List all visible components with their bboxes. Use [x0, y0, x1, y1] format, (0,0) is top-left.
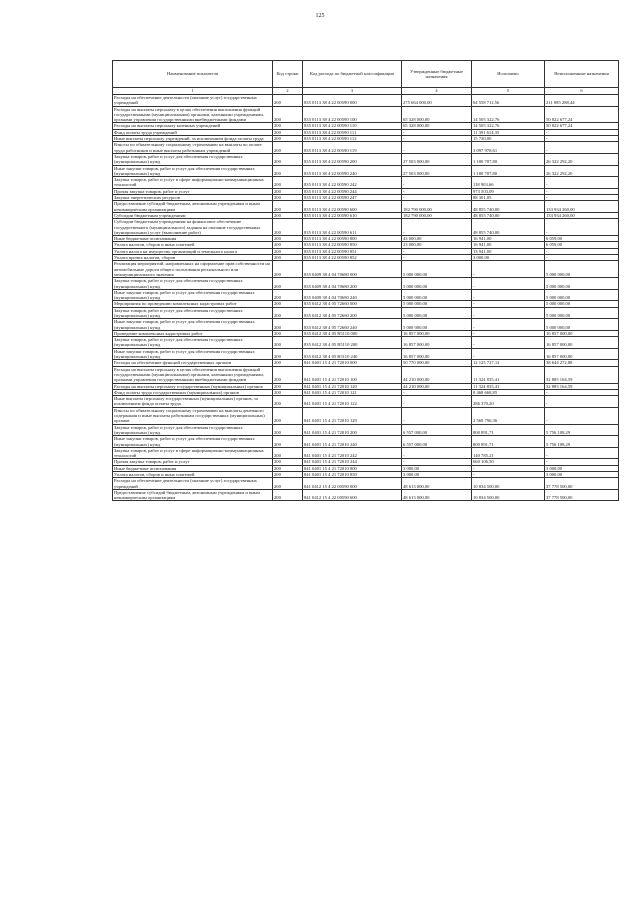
indicator-name-cell: Расходы на обеспечение деятельности (оказание услуг) государственных учреждений: [113, 478, 273, 490]
line-code-cell: 200: [273, 301, 303, 307]
unexecuted-amount-cell: 211 085 288,44: [545, 95, 619, 107]
header-unexecuted: Неисполненные назначения: [545, 61, 619, 88]
expense-code-cell: 841 0401 15 4 21 72010 200: [303, 424, 402, 436]
expense-code-cell: 841 0401 15 4 21 72010 121: [303, 389, 402, 395]
expense-code-cell: 835 0113 38 4 22 00590 800: [303, 236, 402, 242]
line-code-cell: 200: [273, 142, 303, 154]
indicator-name-cell: Предоставление субсидий бюджетным, автономным учреждениям и иным некоммерческим организациям: [113, 201, 273, 213]
indicator-name-cell: Иные закупки товаров, работ и услуг для обеспечения государственных (муниципальных) нужд: [113, 436, 273, 448]
executed-amount-cell: 48 855 740,00: [472, 219, 545, 236]
budget-execution-table: [112, 60, 619, 501]
indicator-name-cell: Расходы на обеспечение деятельности (оказание услуг) государственных учреждений: [113, 95, 273, 107]
expense-code-cell: 841 0401 15 4 21 72010 240: [303, 436, 402, 448]
unexecuted-amount-cell: 26 322 292,20: [545, 165, 619, 177]
expense-code-cell: 835 0412 38 4 05 72660 000: [303, 301, 402, 307]
expense-code-cell: 841 0401 15 4 21 72010 244: [303, 459, 402, 465]
table-row: [113, 348, 619, 360]
indicator-name-cell: Закупка энергетических ресурсов: [113, 195, 273, 201]
line-code-cell: 200: [273, 255, 303, 261]
line-code-cell: 200: [273, 106, 303, 123]
unexecuted-amount-cell: 50 822 677,24: [545, 123, 619, 129]
expense-code-cell: 835 0409 38 4 04 70680 240: [303, 289, 402, 301]
column-number: 5: [472, 88, 545, 95]
line-code-cell: 200: [273, 366, 303, 383]
executed-amount-cell: 12 125 727,12: [472, 360, 545, 366]
executed-amount-cell: 88 301,05: [472, 195, 545, 201]
table-row: [113, 142, 619, 154]
line-code-cell: 200: [273, 396, 303, 408]
executed-amount-cell: 286 370,20: [472, 396, 545, 408]
approved-amount-cell: 16 857 000,00: [402, 337, 472, 349]
expense-code-cell: 835 0412 38 4 05 R5110 200: [303, 337, 402, 349]
line-code-cell: 200: [273, 188, 303, 194]
unexecuted-amount-cell: 38 644 272,88: [545, 360, 619, 366]
unexecuted-amount-cell: -: [545, 407, 619, 424]
executed-amount-cell: 3 097 978,61: [472, 142, 545, 154]
line-code-cell: 200: [273, 330, 303, 336]
header-executed: Исполнено: [472, 61, 545, 88]
line-code-cell: 200: [273, 319, 303, 331]
table-row: [113, 219, 619, 236]
approved-amount-cell: -: [402, 142, 472, 154]
unexecuted-amount-cell: 5 000 000,00: [545, 278, 619, 290]
approved-amount-cell: 65 328 000,00: [402, 106, 472, 123]
approved-amount-cell: -: [402, 255, 472, 261]
approved-amount-cell: 5 000 000,00: [402, 261, 472, 278]
line-code-cell: 200: [273, 236, 303, 242]
approved-amount-cell: 5 000 000,00: [402, 278, 472, 290]
unexecuted-amount-cell: 32 885 164,59: [545, 383, 619, 389]
executed-amount-cell: 660 106,50: [472, 459, 545, 465]
executed-amount-cell: -: [472, 337, 545, 349]
table-row: [113, 447, 619, 459]
line-code-cell: 200: [273, 136, 303, 142]
indicator-name-cell: Расходы на выплаты персоналу казенных учреждений: [113, 123, 273, 129]
unexecuted-amount-cell: -: [545, 188, 619, 194]
table-row: [113, 307, 619, 319]
expense-code-cell: 835 0409 38 4 04 70680 000: [303, 261, 402, 278]
indicator-name-cell: Иные закупки товаров, работ и услуг для обеспечения государственных (муниципальных) нужд: [113, 348, 273, 360]
column-number: 6: [545, 88, 619, 95]
indicator-name-cell: Иные закупки товаров, работ и услуг для обеспечения государственных (муниципальных) нужд: [113, 289, 273, 301]
executed-amount-cell: -: [472, 319, 545, 331]
approved-amount-cell: -: [402, 177, 472, 189]
unexecuted-amount-cell: 5 000 000,00: [545, 319, 619, 331]
expense-code-cell: 841 0401 15 4 21 72010 120: [303, 383, 402, 389]
indicator-name-cell: Взносы по обязательному социальному страхованию на выплаты по оплате труда работников и иные выплаты работникам учреждений: [113, 142, 273, 154]
executed-amount-cell: 3 000,00: [472, 255, 545, 261]
indicator-name-cell: Уплата прочих налогов, сборов: [113, 255, 273, 261]
line-code-cell: 200: [273, 212, 303, 218]
unexecuted-amount-cell: 133 934 260,00: [545, 212, 619, 218]
executed-amount-cell: 15 730,00: [472, 136, 545, 142]
executed-amount-cell: 14 505 322,76: [472, 106, 545, 123]
table-row: [113, 261, 619, 278]
expense-code-cell: 835 0113 38 4 22 00590 852: [303, 255, 402, 261]
table-row: [113, 289, 619, 301]
indicator-name-cell: Иные выплаты персоналу государственных (муниципальных) органов, за исключением фонда оплаты труда: [113, 396, 273, 408]
line-code-cell: 200: [273, 383, 303, 389]
executed-amount-cell: 2 569 796,36: [472, 407, 545, 424]
table-row: [113, 436, 619, 448]
table-row: [113, 366, 619, 383]
line-code-cell: 200: [273, 307, 303, 319]
unexecuted-amount-cell: -: [545, 396, 619, 408]
approved-amount-cell: 5 000 000,00: [402, 301, 472, 307]
table-row: [113, 478, 619, 490]
indicator-name-cell: Расходы на выплаты персоналу государственных (муниципальных) органов: [113, 383, 273, 389]
unexecuted-amount-cell: 3 000,00: [545, 465, 619, 471]
line-code-cell: 200: [273, 177, 303, 189]
executed-amount-cell: 16 941,00: [472, 236, 545, 242]
approved-amount-cell: 16 857 000,00: [402, 348, 472, 360]
unexecuted-amount-cell: -: [545, 447, 619, 459]
unexecuted-amount-cell: 5 756 108,29: [545, 436, 619, 448]
unexecuted-amount-cell: -: [545, 248, 619, 254]
indicator-name-cell: Взносы по обязательному социальному страхованию на выплаты денежного содержания и иные выплаты работникам государственных (муниципальных) органов: [113, 407, 273, 424]
expense-code-cell: 835 0113 38 4 22 00590 240: [303, 165, 402, 177]
executed-amount-cell: 14 505 322,76: [472, 123, 545, 129]
indicator-name-cell: Закупка товаров, работ и услуг в сфере информационно-коммуникационных технологий: [113, 177, 273, 189]
approved-amount-cell: -: [402, 389, 472, 395]
indicator-name-cell: Закупка товаров, работ и услуг для обеспечения государственных (муниципальных) нужд: [113, 278, 273, 290]
approved-amount-cell: 182 790 000,00: [402, 212, 472, 218]
executed-amount-cell: 118 903,66: [472, 177, 545, 189]
indicator-name-cell: Иные выплаты персоналу учреждений, за исключением фонда оплаты труда: [113, 136, 273, 142]
approved-amount-cell: 5 000 000,00: [402, 319, 472, 331]
header-indicator-name: Наименование показателя: [113, 61, 273, 88]
indicator-name-cell: Фонд оплаты труда государственных (муниципальных) органов: [113, 389, 273, 395]
column-number: 3: [303, 88, 402, 95]
approved-amount-cell: 44 210 000,00: [402, 366, 472, 383]
executed-amount-cell: -: [472, 465, 545, 471]
approved-amount-cell: 3 000,00: [402, 465, 472, 471]
approved-amount-cell: 5 000 000,00: [402, 307, 472, 319]
indicator-name-cell: Закупка товаров, работ и услуг в сфере информационно-коммуникационных технологий: [113, 447, 273, 459]
executed-amount-cell: 48 855 740,00: [472, 212, 545, 218]
executed-amount-cell: -: [472, 472, 545, 478]
executed-amount-cell: 1 180 707,80: [472, 153, 545, 165]
indicator-name-cell: Уплата налога на имущество организаций и земельного налога: [113, 248, 273, 254]
indicator-name-cell: Закупка товаров, работ и услуг для обеспечения государственных (муниципальных) нужд: [113, 307, 273, 319]
header-approved: Утвержденные бюджетные назначения: [402, 61, 472, 88]
table-row: [113, 201, 619, 213]
approved-amount-cell: 6 557 000,00: [402, 436, 472, 448]
expense-code-cell: 835 0412 38 4 05 72660 200: [303, 307, 402, 319]
approved-amount-cell: 50 770 000,00: [402, 360, 472, 366]
approved-amount-cell: -: [402, 447, 472, 459]
expense-code-cell: 835 0113 38 4 22 00590 851: [303, 248, 402, 254]
line-code-cell: 200: [273, 424, 303, 436]
executed-amount-cell: -: [472, 348, 545, 360]
expense-code-cell: 835 0113 38 4 22 00590 100: [303, 106, 402, 123]
expense-code-cell: 835 0113 38 4 22 00590 610: [303, 212, 402, 218]
unexecuted-amount-cell: 26 322 292,20: [545, 153, 619, 165]
column-number: 1: [113, 88, 273, 95]
expense-code-cell: 841 0401 15 4 21 72010 242: [303, 447, 402, 459]
line-code-cell: 200: [273, 436, 303, 448]
approved-amount-cell: 16 857 000,00: [402, 330, 472, 336]
expense-code-cell: 835 0409 38 4 04 70680 200: [303, 278, 402, 290]
expense-code-cell: 835 0113 38 4 22 00590 111: [303, 129, 402, 135]
line-code-cell: 200: [273, 478, 303, 490]
executed-amount-cell: -: [472, 261, 545, 278]
executed-amount-cell: 11 324 835,41: [472, 366, 545, 383]
line-code-cell: 200: [273, 472, 303, 478]
indicator-name-cell: Мероприятия по проведению комплексных кадастровых работ: [113, 301, 273, 307]
line-code-cell: 200: [273, 261, 303, 278]
indicator-name-cell: Реализация мероприятий, направленных на оформление прав собственности на автомобильные дороги общего пользования регионального или межмуниципального значения: [113, 261, 273, 278]
approved-amount-cell: -: [402, 407, 472, 424]
approved-amount-cell: 48 613 000,00: [402, 478, 472, 490]
indicator-name-cell: Расходы на выплаты персоналу в целях обеспечения выполнения функций государственными (муниципальными) органами, казенными учреждениями, органами управления государственными внебюджетными фондами: [113, 106, 273, 123]
indicator-name-cell: Иные закупки товаров, работ и услуг для обеспечения государственных (муниципальных) нужд: [113, 165, 273, 177]
approved-amount-cell: 43 000,00: [402, 236, 472, 242]
table-row: [113, 177, 619, 189]
expense-code-cell: 835 0113 38 4 22 00590 119: [303, 142, 402, 154]
indicator-name-cell: Субсидии бюджетным учреждениям на финансовое обеспечение государственного (муниципального) задания на оказание государственных (муниципальных) услуг (выполнение работ): [113, 219, 273, 236]
approved-amount-cell: 44 210 000,00: [402, 383, 472, 389]
indicator-name-cell: Иные закупки товаров, работ и услуг для обеспечения государственных (муниципальных) нужд: [113, 319, 273, 331]
executed-amount-cell: -: [472, 301, 545, 307]
line-code-cell: 200: [273, 489, 303, 501]
unexecuted-amount-cell: 37 778 500,00: [545, 478, 619, 490]
unexecuted-amount-cell: 5 000 000,00: [545, 307, 619, 319]
expense-code-cell: 835 0113 38 4 22 00590 611: [303, 219, 402, 236]
table-row: [113, 424, 619, 436]
line-code-cell: 200: [273, 360, 303, 366]
unexecuted-amount-cell: 5 000 000,00: [545, 289, 619, 301]
executed-amount-cell: 11 324 835,41: [472, 383, 545, 389]
executed-amount-cell: 8 468 668,85: [472, 389, 545, 395]
indicator-name-cell: Закупка товаров, работ и услуг для обеспечения государственных (муниципальных) нужд: [113, 337, 273, 349]
unexecuted-amount-cell: -: [545, 459, 619, 465]
line-code-cell: 200: [273, 348, 303, 360]
approved-amount-cell: 5 000 000,00: [402, 289, 472, 301]
executed-amount-cell: 10 834 500,00: [472, 489, 545, 501]
indicator-name-cell: Проведение комплексных кадастровых работ: [113, 330, 273, 336]
approved-amount-cell: -: [402, 129, 472, 135]
expense-code-cell: 841 0401 15 4 21 72010 850: [303, 472, 402, 478]
table-row: [113, 278, 619, 290]
table-row: [113, 407, 619, 424]
expense-code-cell: 841 0412 15 4 22 00590 000: [303, 478, 402, 490]
line-code-cell: 200: [273, 129, 303, 135]
line-code-cell: 200: [273, 459, 303, 465]
expense-code-cell: 841 0401 15 4 21 72010 122: [303, 396, 402, 408]
indicator-name-cell: Прочая закупка товаров, работ и услуг: [113, 459, 273, 465]
unexecuted-amount-cell: 37 778 500,00: [545, 489, 619, 501]
table-row: [113, 337, 619, 349]
unexecuted-amount-cell: 16 857 000,00: [545, 337, 619, 349]
table-row: [113, 489, 619, 501]
table-body: [113, 95, 619, 501]
unexecuted-amount-cell: 16 857 000,00: [545, 330, 619, 336]
expense-code-cell: 841 0401 15 4 21 72010 000: [303, 360, 402, 366]
indicator-name-cell: Субсидии бюджетным учреждениям: [113, 212, 273, 218]
indicator-name-cell: Фонд оплаты труда учреждений: [113, 129, 273, 135]
unexecuted-amount-cell: 5 000 000,00: [545, 261, 619, 278]
expense-code-cell: 835 0113 38 4 22 00590 200: [303, 153, 402, 165]
approved-amount-cell: 27 503 000,00: [402, 165, 472, 177]
executed-amount-cell: 800 891,71: [472, 436, 545, 448]
approved-amount-cell: 6 557 000,00: [402, 424, 472, 436]
executed-amount-cell: 973 503,09: [472, 188, 545, 194]
page-number: 125: [315, 13, 325, 19]
expense-code-cell: 835 0113 38 4 22 00590 110: [303, 123, 402, 129]
table-header-row: [113, 61, 619, 88]
unexecuted-amount-cell: 6 059,00: [545, 236, 619, 242]
unexecuted-amount-cell: -: [545, 389, 619, 395]
expense-code-cell: 835 0412 38 4 05 72660 240: [303, 319, 402, 331]
approved-amount-cell: -: [402, 396, 472, 408]
executed-amount-cell: -: [472, 289, 545, 301]
header-line-code: Код строки: [273, 61, 303, 88]
approved-amount-cell: 48 613 000,00: [402, 489, 472, 501]
unexecuted-amount-cell: -: [545, 255, 619, 261]
executed-amount-cell: 1 180 707,80: [472, 165, 545, 177]
indicator-name-cell: Расходы на выплаты персоналу в целях обеспечения выполнения функций государственными (муниципальными) органами, казенными учреждениями, органами управления государственными внебюджетными фондами: [113, 366, 273, 383]
expense-code-cell: 835 0113 38 4 22 00590 112: [303, 136, 402, 142]
unexecuted-amount-cell: 3 000,00: [545, 472, 619, 478]
line-code-cell: 200: [273, 123, 303, 129]
line-code-cell: 200: [273, 195, 303, 201]
table-row: [113, 95, 619, 107]
approved-amount-cell: 65 328 000,00: [402, 123, 472, 129]
indicator-name-cell: Иные бюджетные ассигнования: [113, 465, 273, 471]
expense-code-cell: 835 0113 38 4 22 00590 000: [303, 95, 402, 107]
expense-code-cell: 835 0412 38 4 05 R5110 000: [303, 330, 402, 336]
expense-code-cell: 835 0113 38 4 22 00590 850: [303, 242, 402, 248]
approved-amount-cell: 3 000,00: [402, 472, 472, 478]
header-expense-code: Код расхода по бюджетной классификации: [303, 61, 402, 88]
line-code-cell: 200: [273, 407, 303, 424]
expense-code-cell: 841 0401 15 4 21 72010 100: [303, 366, 402, 383]
line-code-cell: 200: [273, 165, 303, 177]
unexecuted-amount-cell: -: [545, 136, 619, 142]
column-number: 4: [402, 88, 472, 95]
approved-amount-cell: -: [402, 459, 472, 465]
unexecuted-amount-cell: 6 059,00: [545, 242, 619, 248]
indicator-name-cell: Иные бюджетные ассигнования: [113, 236, 273, 242]
executed-amount-cell: 64 558 711,56: [472, 95, 545, 107]
unexecuted-amount-cell: -: [545, 219, 619, 236]
expense-code-cell: 835 0113 38 4 22 00590 247: [303, 195, 402, 201]
table-column-number-row: [113, 88, 619, 95]
expense-code-cell: 835 0113 38 4 22 00590 244: [303, 188, 402, 194]
unexecuted-amount-cell: 5 756 108,29: [545, 424, 619, 436]
unexecuted-amount-cell: 133 934 260,00: [545, 201, 619, 213]
executed-amount-cell: -: [472, 330, 545, 336]
expense-code-cell: 835 0113 38 4 22 00590 600: [303, 201, 402, 213]
indicator-name-cell: Закупка товаров, работ и услуг для обеспечения государственных (муниципальных) нужд: [113, 153, 273, 165]
approved-amount-cell: 275 664 000,00: [402, 95, 472, 107]
line-code-cell: 200: [273, 201, 303, 213]
indicator-name-cell: Уплата налогов, сборов и иных платежей: [113, 472, 273, 478]
executed-amount-cell: -: [472, 307, 545, 319]
executed-amount-cell: 48 855 740,00: [472, 201, 545, 213]
indicator-name-cell: Прочая закупка товаров, работ и услуг: [113, 188, 273, 194]
executed-amount-cell: 13 941,00: [472, 248, 545, 254]
expense-code-cell: 841 0412 15 4 22 00590 600: [303, 489, 402, 501]
approved-amount-cell: 182 790 000,00: [402, 201, 472, 213]
unexecuted-amount-cell: 32 885 164,59: [545, 366, 619, 383]
executed-amount-cell: 10 834 500,00: [472, 478, 545, 490]
indicator-name-cell: Предоставление субсидий бюджетным, автономным учреждениям и иным некоммерческим организациям: [113, 489, 273, 501]
table-row: [113, 396, 619, 408]
unexecuted-amount-cell: -: [545, 142, 619, 154]
expense-code-cell: 841 0401 15 4 21 72010 129: [303, 407, 402, 424]
executed-amount-cell: -: [472, 278, 545, 290]
expense-code-cell: 835 0412 38 4 05 R5110 240: [303, 348, 402, 360]
unexecuted-amount-cell: -: [545, 195, 619, 201]
approved-amount-cell: -: [402, 188, 472, 194]
line-code-cell: 200: [273, 337, 303, 349]
line-code-cell: 200: [273, 447, 303, 459]
approved-amount-cell: 27 503 000,00: [402, 153, 472, 165]
approved-amount-cell: -: [402, 248, 472, 254]
line-code-cell: 200: [273, 278, 303, 290]
line-code-cell: 200: [273, 465, 303, 471]
unexecuted-amount-cell: 5 000 000,00: [545, 301, 619, 307]
line-code-cell: 200: [273, 248, 303, 254]
line-code-cell: 200: [273, 289, 303, 301]
unexecuted-amount-cell: 50 822 677,24: [545, 106, 619, 123]
approved-amount-cell: -: [402, 219, 472, 236]
indicator-name-cell: Расходы на обеспечение функций государственных органов: [113, 360, 273, 366]
unexecuted-amount-cell: -: [545, 129, 619, 135]
approved-amount-cell: -: [402, 136, 472, 142]
executed-amount-cell: 11 391 614,35: [472, 129, 545, 135]
unexecuted-amount-cell: -: [545, 177, 619, 189]
table-row: [113, 153, 619, 165]
indicator-name-cell: Закупка товаров, работ и услуг для обеспечения государственных (муниципальных) нужд: [113, 424, 273, 436]
unexecuted-amount-cell: 16 857 000,00: [545, 348, 619, 360]
executed-amount-cell: 16 941,00: [472, 242, 545, 248]
column-number: 2: [273, 88, 303, 95]
expense-code-cell: 835 0113 38 4 22 00590 242: [303, 177, 402, 189]
table-row: [113, 165, 619, 177]
indicator-name-cell: Уплата налогов, сборов и иных платежей: [113, 242, 273, 248]
line-code-cell: 200: [273, 219, 303, 236]
line-code-cell: 200: [273, 95, 303, 107]
executed-amount-cell: 140 785,21: [472, 447, 545, 459]
line-code-cell: 200: [273, 242, 303, 248]
approved-amount-cell: -: [402, 195, 472, 201]
line-code-cell: 200: [273, 153, 303, 165]
expense-code-cell: 841 0401 15 4 21 72010 800: [303, 465, 402, 471]
executed-amount-cell: 800 891,71: [472, 424, 545, 436]
table-row: [113, 106, 619, 123]
table-row: [113, 319, 619, 331]
approved-amount-cell: 23 000,00: [402, 242, 472, 248]
line-code-cell: 200: [273, 389, 303, 395]
